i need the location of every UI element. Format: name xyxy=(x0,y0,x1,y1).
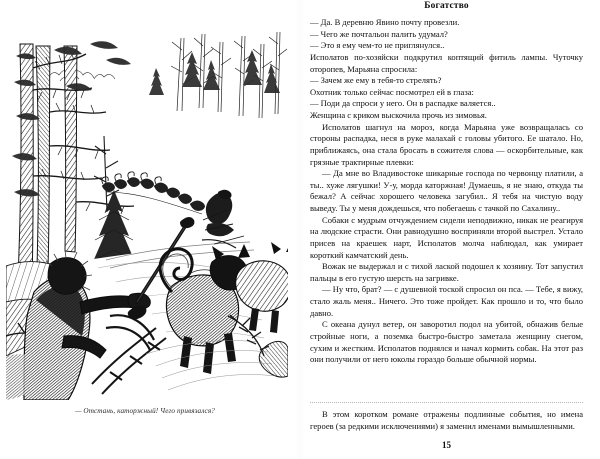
paragraph: — Зачем же ему в тебя-то стрелять? xyxy=(310,75,442,86)
body-text-column xyxy=(310,17,583,366)
dog-sled-winter-engraving xyxy=(6,16,288,400)
page-number: 15 xyxy=(442,440,451,450)
paragraph: Исполатов шагнул на мороз, когда Марьяна уже возвращалась со стороны распадка, неся в руке малахай с головы убитого. Ее шатало. Но, приближаясь, она стала бросать в сожителя слова — оскорбительные, как грязные трактирные плевки: xyxy=(310,121,583,167)
paragraph: Собаки с мудрым отчуждением сидели неподвижно, никак не реагируя на людские страсти. Они равнодушно восприняли второй выстрел. Устало присев на краешек нарт, Исполатов молча наблюдал, как умирает короткий камчатский день. xyxy=(310,214,583,260)
paragraph: — Это я ему чем-то не приглянулся.. xyxy=(310,40,445,51)
afterword-block xyxy=(310,409,583,432)
illustration-caption: — Отстань, каторжный! Чего привязался? xyxy=(75,407,215,415)
paragraph: — Да. В деревню Явино почту провезли. xyxy=(310,17,460,27)
afterword-paragraph: В этом коротком романе отражены подлинные события, но имена героев (за редкими исключениями) я заменил именами вымышленными. xyxy=(310,409,583,431)
paragraph: — Чего же почтальон палить удумал? xyxy=(310,28,448,39)
section-divider xyxy=(310,402,583,404)
paragraph: — Да мне во Владивостоке шикарные господа по червонцу платили, а ты.. хуже лягушки! У-у, морда каторжная! Думаешь, я не знаю, откуда ты бежал? А сейчас хорошего человека загубил.. Я тебя на чистую воду выведу. Ты у меня дождешься, что побегаешь с тачкой по Сахалину.. xyxy=(310,168,583,213)
paragraph: — Ну что, брат? — с душевной тоской спросил он пса. — Тебе, я вижу, стало жаль меня.. Ничего. Это тоже пройдет. Как прошло и то, что было давно. xyxy=(310,284,583,318)
running-head-title: Богатство xyxy=(424,1,469,11)
right-page xyxy=(300,0,600,459)
paragraph: Исполатов по-хозяйски подкрутил коптящий фитиль лампы. Чуточку оторопев, Марьяна спросила: xyxy=(310,51,583,74)
paragraph: Вожак не выдержал и с тихой лаской подошел к хозяину. Тот запустил пальцы в его густую шерсть на загривке. xyxy=(310,261,583,283)
paragraph: — Поди да спроси у него. Он в распадке валяется.. xyxy=(310,98,496,109)
paragraph: Охотник только сейчас посмотрел ей в глаза: xyxy=(310,86,474,97)
paragraph: Женщина с криком выскочила прочь из зимовья. xyxy=(310,110,487,120)
paragraph: С океана дунул ветер, он заворотил подол на убитой, обнажив белые стройные ноги, а поземка быстро-быстро заметала женщину снегом, сухим и жестким. Исполатов поднялся и начал кормить собак. На этот раз они получили от него юколы гораздо больше обычной нормы. xyxy=(310,319,583,365)
